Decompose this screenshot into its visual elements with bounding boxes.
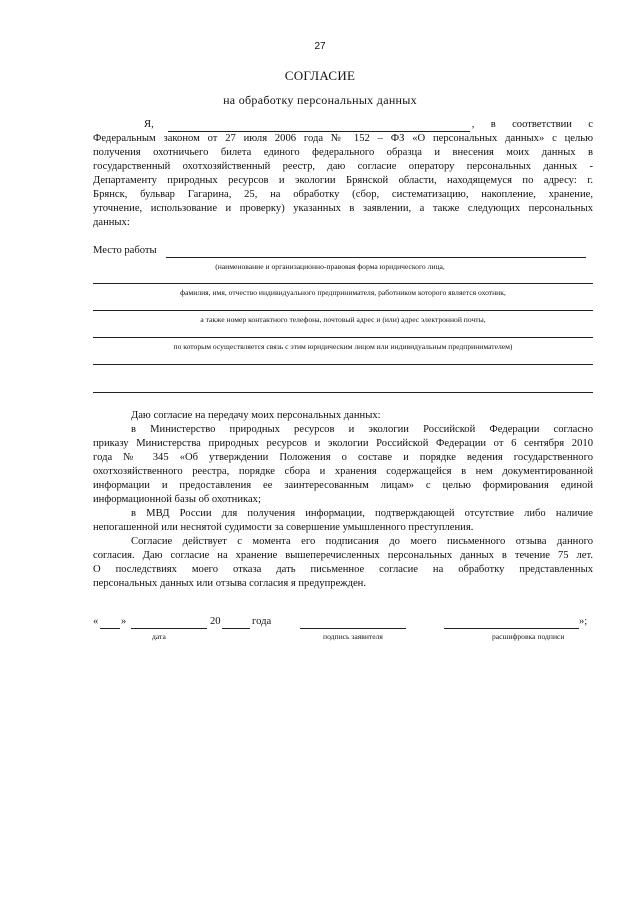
year-field-line[interactable] [222, 617, 250, 629]
intro-line: Брянск, бульвар Гагарина, 25, на обработку (сбор, систематизацию, накопление, хранение, [93, 189, 593, 200]
intro-first-line [93, 118, 593, 132]
consent-line: в МВД России для получения информации, подтверждающей отсутствие либо наличие [131, 508, 593, 519]
decode-caption: расшифровка подписи [492, 632, 565, 641]
intro-line: данных: [93, 217, 130, 228]
intro-paragraph [93, 118, 593, 230]
intro-line: получения охотничьего билета единого федерального образца и внесения моих данных в [93, 147, 593, 158]
consent-line: приказу Министерства природных ресурсов и экологии Российской Федерации от 6 сентября 2010 [93, 438, 593, 449]
year-prefix: 20 [210, 616, 221, 627]
validity-line: Согласие действует с момента его подписания до моего письменного отзыва данного [131, 536, 593, 547]
validity-line: согласия. Даю согласие на хранение вышеперечисленных персональных данных в течение 75 лет. [93, 550, 593, 561]
date-caption: дата [152, 632, 166, 641]
consent-paragraph [93, 409, 593, 591]
document-subtitle: на обработку персональных данных [223, 93, 417, 107]
intro-line: Федеральным законом от 27 июля 2006 года № 152 – ФЗ «О персональных данных» с целью [93, 133, 593, 144]
consent-line: в Министерство природных ресурсов и экологии Российской Федерации согласно [131, 424, 593, 435]
page-number: 27 [314, 41, 326, 52]
consent-line: информации и предоставления ее заинтересованным лицам» с целью формирования единой [93, 480, 593, 491]
workplace-caption: а также номер контактного телефона, почтовый адрес и (или) адрес электронной почты, [200, 315, 486, 324]
validity-line: персональных данных или отзыва согласия я предупрежден. [93, 578, 367, 589]
workplace-label: Место работы [93, 245, 157, 256]
day-field-line[interactable] [100, 617, 120, 629]
intro-conformity: , в соответствии с [471, 119, 593, 130]
workplace-field-line[interactable] [93, 323, 593, 338]
intro-line: уточнение, использование и проверку) указанных в заявлении, а также следующих персональных [93, 203, 593, 214]
consent-line: непогашенной или неснятой судимости за совершение умышленного преступления. [93, 522, 474, 533]
intro-line: государственный охотхозяйственный реестр, даю согласие оператору персональных данных - [93, 161, 593, 172]
name-field-line[interactable] [168, 121, 470, 132]
year-suffix: года [252, 616, 272, 627]
ya-label: Я, [144, 119, 154, 130]
workplace-caption: фамилия, имя, отчество индивидуального предпринимателя, работником которого является охотник, [180, 288, 506, 297]
consent-line: года № 345 «Об утверждении Положения о составе и порядке ведения государственного [93, 452, 593, 463]
workplace-field-line[interactable] [93, 270, 593, 284]
decode-field-line[interactable] [444, 617, 579, 629]
date-open-quote: « [93, 616, 99, 627]
workplace-field-line[interactable] [93, 296, 593, 311]
workplace-caption: (наименование и организационно-правовая форма юридического лица, [215, 262, 445, 271]
signature-end: »; [579, 616, 588, 627]
intro-line: Департаменту природных ресурсов и экологии Брянской области, находящемуся по адресу: г. [93, 175, 593, 186]
date-close-quote: » [121, 616, 127, 627]
workplace-field-line[interactable] [93, 350, 593, 365]
workplace-field-line[interactable] [166, 246, 586, 258]
workplace-caption: по которым осуществляется связь с этим юридическим лицом или индивидуальным предпринимателем) [173, 342, 513, 351]
document-title: СОГЛАСИЕ [284, 68, 356, 83]
month-field-line[interactable] [131, 617, 207, 629]
validity-line: О последствиях моего отказа дать письменное согласие на обработку представленных [93, 564, 593, 575]
workplace-field-line[interactable] [93, 378, 593, 393]
signature-field-line[interactable] [300, 617, 406, 629]
consent-line: охотхозяйственного реестра, порядке сбора и хранения содержащейся в нем документированной [93, 466, 593, 477]
signature-caption: подпись заявителя [323, 632, 383, 641]
consent-line: информационной базы об охотниках; [93, 494, 261, 505]
consent-lead: Даю согласие на передачу моих персональных данных: [131, 410, 381, 421]
